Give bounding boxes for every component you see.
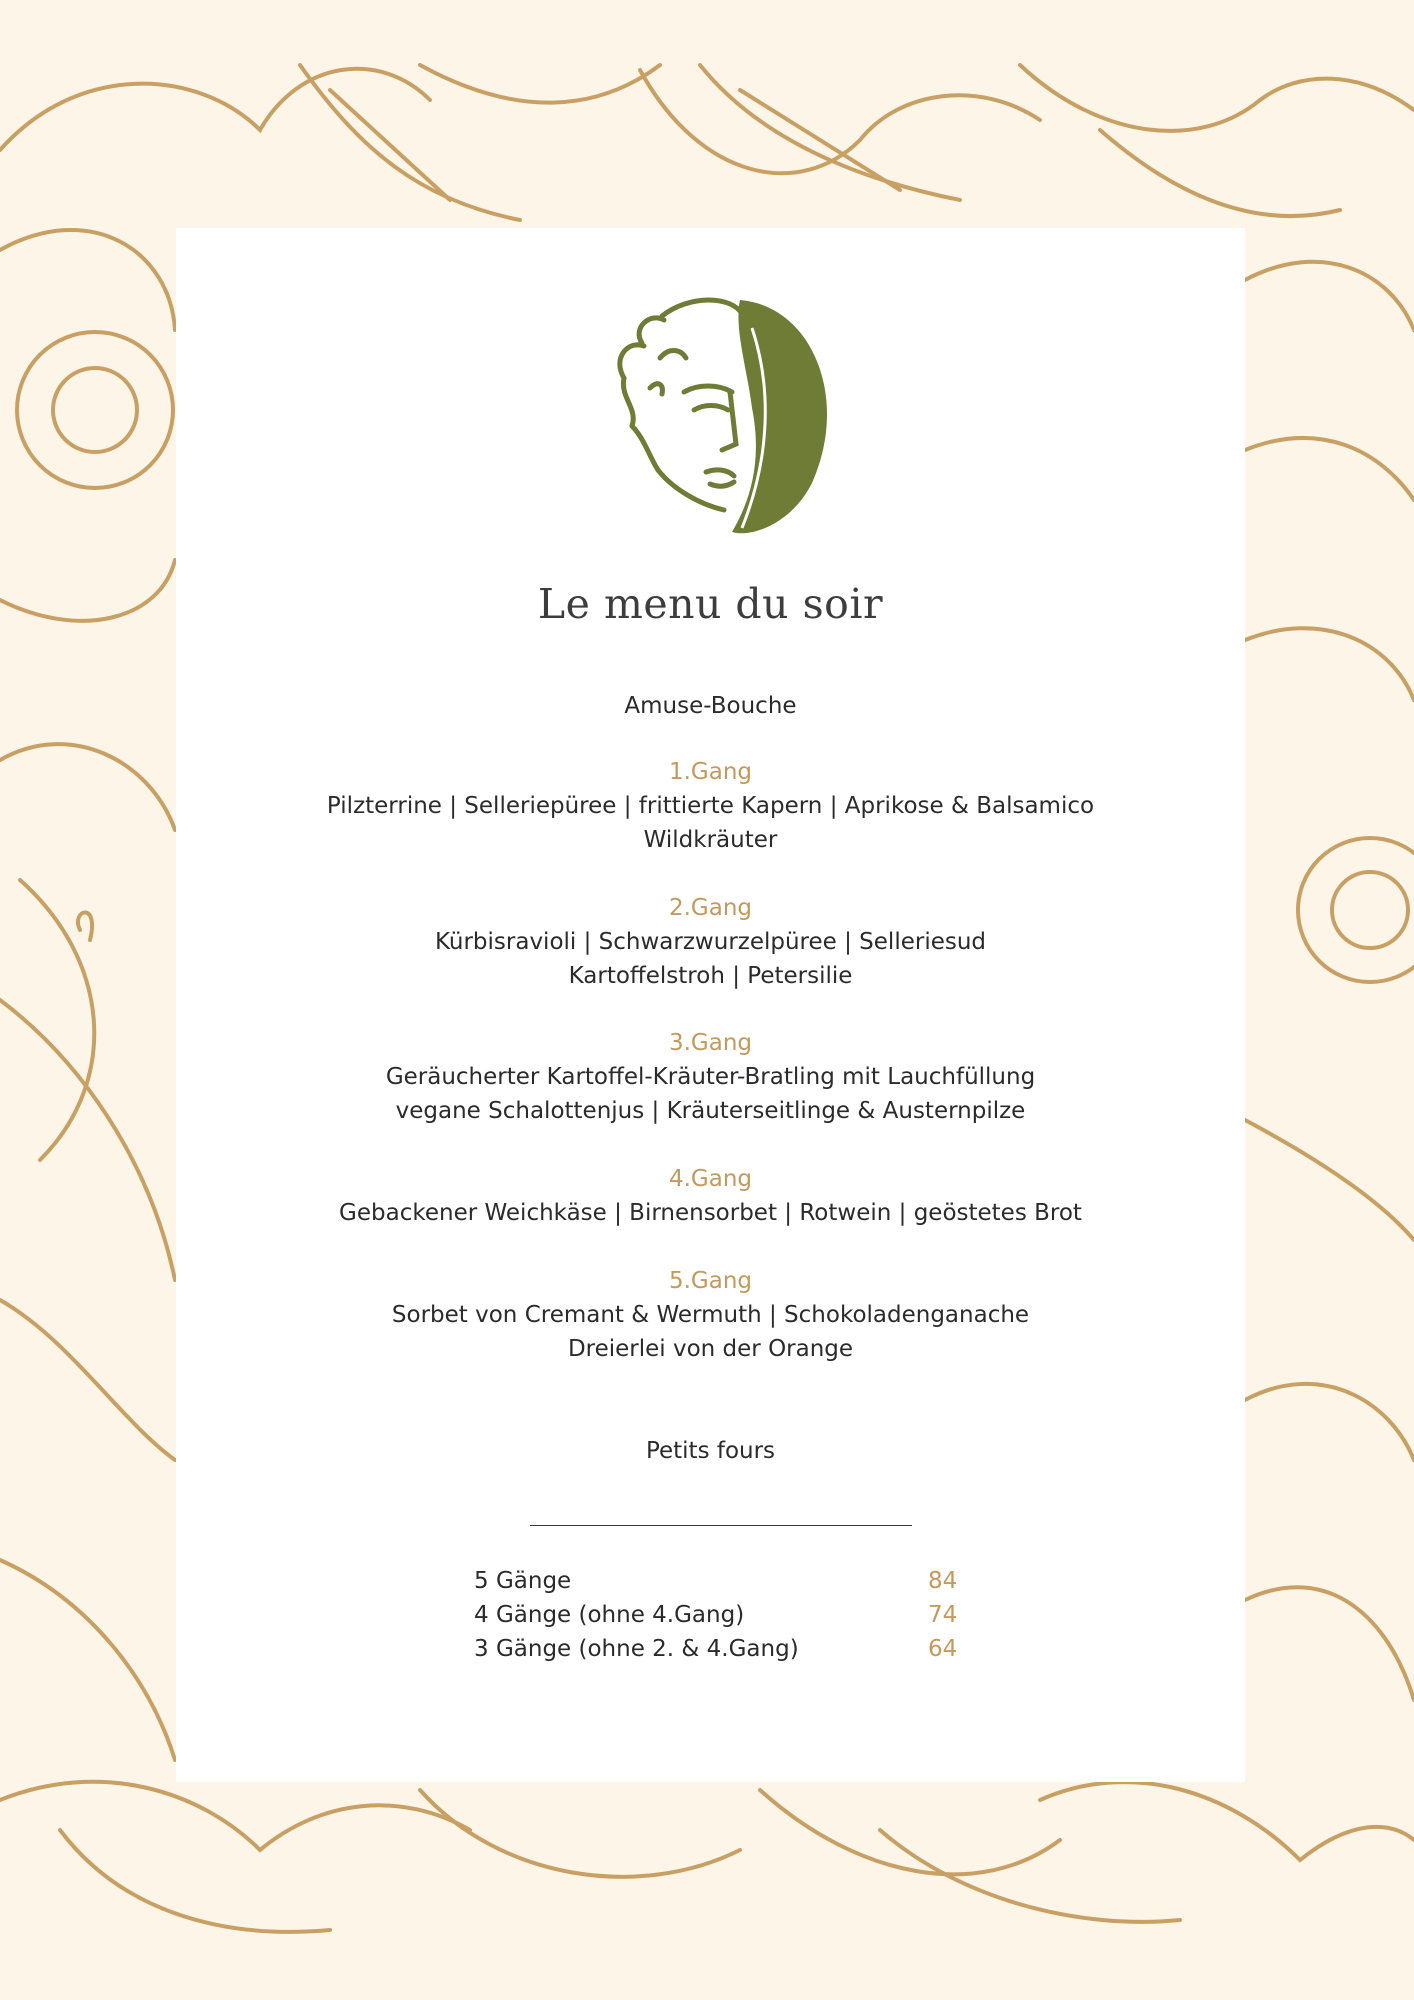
leaf-outline — [60, 1830, 330, 1932]
leaf-vein — [330, 90, 450, 200]
menu-title: Le menu du soir — [537, 580, 884, 628]
course-1 — [176, 755, 1245, 857]
leaf-outline — [880, 1830, 1180, 1922]
flower-center — [53, 368, 137, 452]
petal-outline — [760, 1790, 1060, 1874]
petal-outline — [0, 1300, 175, 1460]
course-label: 3.Gang — [668, 1030, 753, 1056]
price-row — [474, 1602, 974, 1636]
course-line: Wildkräuter — [643, 827, 778, 853]
price-label: 5 Gänge — [474, 1568, 572, 1594]
course-line: Sorbet von Cremant & Wermuth | Schokoladenganache — [391, 1302, 1030, 1328]
petal-outline — [0, 560, 175, 621]
menu-card — [176, 228, 1245, 1782]
petal-outline — [1245, 262, 1414, 330]
course-line: Dreierlei von der Orange — [567, 1336, 854, 1362]
course-line: vegane Schalottenjus | Kräuterseitlinge & Austernpilze — [395, 1098, 1026, 1124]
petal-outline — [640, 70, 1040, 173]
price-value: 74 — [928, 1602, 958, 1628]
petits-fours: Petits fours — [645, 1438, 776, 1464]
petal-outline — [1245, 628, 1414, 700]
leaf-outline — [300, 65, 520, 220]
course-3 — [176, 1026, 1245, 1128]
price-row — [474, 1636, 974, 1670]
petal-outline — [1245, 438, 1414, 500]
petal-outline — [0, 1000, 175, 1280]
course-2 — [176, 891, 1245, 993]
petal-outline — [0, 744, 175, 830]
course-line: Gebackener Weichkäse | Birnensorbet | Rotwein | geöstetes Brot — [339, 1200, 1082, 1226]
petal-outline — [420, 65, 660, 103]
petal-outline — [0, 230, 175, 330]
course-label: 2.Gang — [668, 895, 753, 921]
classical-face-leaf-icon — [602, 288, 832, 538]
tendril — [78, 913, 92, 941]
course-4 — [176, 1162, 1245, 1230]
leaf-outline — [1245, 1587, 1414, 1700]
leaf-outline — [20, 880, 94, 1160]
flower-center — [17, 332, 173, 488]
petal-outline — [0, 1782, 470, 1850]
leaf-vein — [740, 90, 900, 190]
course-line: Kürbisravioli | Schwarzwurzelpüree | Selleriesud — [434, 929, 987, 955]
price-list — [474, 1568, 974, 1670]
course-line: Pilzterrine | Selleriepüree | frittierte Kapern | Aprikose & Balsamico — [326, 793, 1095, 819]
course-label: 1.Gang — [668, 759, 753, 785]
leaf-outline — [700, 65, 960, 200]
course-line: Kartoffelstroh | Petersilie — [568, 963, 853, 989]
leaf-outline — [1245, 1384, 1414, 1460]
price-label: 3 Gänge (ohne 2. & 4.Gang) — [474, 1636, 799, 1662]
price-value: 84 — [928, 1568, 958, 1594]
price-label: 4 Gänge (ohne 4.Gang) — [474, 1602, 745, 1628]
petal-outline — [1020, 65, 1414, 131]
course-line: Geräucherter Kartoffel-Kräuter-Bratling mit Lauchfüllung — [385, 1064, 1036, 1090]
petal-outline — [0, 1560, 175, 1760]
petal-outline — [0, 69, 430, 150]
amuse-bouche: Amuse-Bouche — [624, 693, 797, 719]
course-5 — [176, 1264, 1245, 1366]
divider-line — [530, 1525, 912, 1526]
price-row — [474, 1568, 974, 1602]
flower-center — [1332, 872, 1408, 948]
petal-outline — [420, 1790, 740, 1877]
petal-outline — [1245, 1120, 1414, 1240]
course-label: 4.Gang — [668, 1166, 753, 1192]
course-label: 5.Gang — [668, 1268, 753, 1294]
price-value: 64 — [928, 1636, 958, 1662]
petal-outline — [1040, 1782, 1414, 1860]
flower-center — [1298, 838, 1414, 982]
leaf-outline — [1100, 130, 1340, 216]
